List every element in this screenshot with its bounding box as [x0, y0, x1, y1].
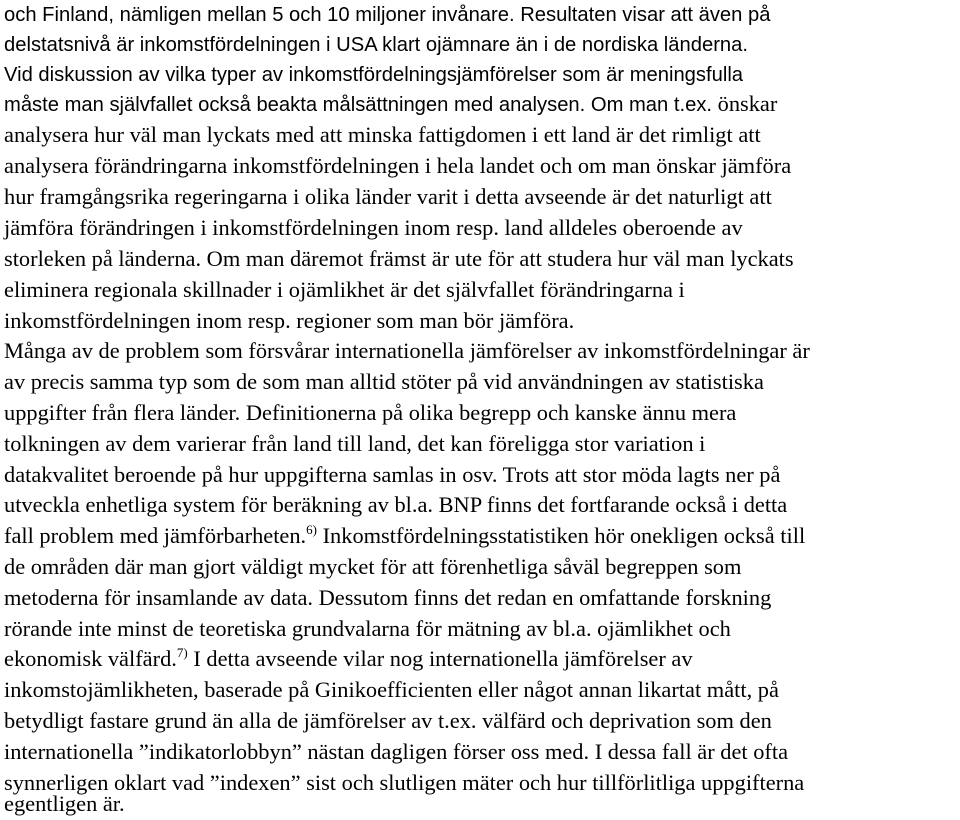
text-line: analysera hur väl man lyckats med att minska fattigdomen i ett land är det rimligt att: [4, 122, 761, 147]
footnote-marker: 7): [176, 645, 188, 660]
text-line: egentligen är.: [4, 791, 125, 816]
text-line: inkomstfördelningen inom resp. regioner som man bör jämföra.: [4, 308, 575, 333]
text-run: Om man däremot främst är ute för att studera hur väl man lyckats: [201, 246, 794, 271]
text-line: utveckla enhetliga system för beräkning av bl.a. BNP finns det fortfarande också i detta: [4, 492, 788, 517]
text-run: uppgifter från flera länder.: [4, 400, 241, 425]
text-line: analysera förändringarna inkomstfördelningen i hela landet och om man önskar jämföra: [4, 153, 792, 178]
text-line: de områden där man gjort väldigt mycket för att förenhetliga såväl begreppen som: [4, 554, 742, 579]
text-line: [4, 89, 777, 119]
text-line: datakvalitet beroende på hur uppgifterna samlas in osv. Trots att stor möda lagts ner på: [4, 462, 781, 487]
text-run: fall problem med jämförbarheten.: [4, 523, 307, 548]
text-run: önskar: [712, 91, 778, 116]
text-line: [4, 398, 736, 428]
text-run: Definitionerna på olika begrepp och kanske ännu mera: [240, 400, 737, 425]
text-line: betydligt fastare grund än alla de jämförelser av t.ex. välfärd och deprivation som den: [4, 708, 772, 733]
text-run: I detta avseende vilar nog internationella jämförelser av: [187, 646, 693, 671]
text-run: storleken på länderna.: [4, 246, 202, 271]
text-line: jämföra förändringen i inkomstfördelningen inom resp. land alldeles oberoende av: [4, 215, 743, 240]
text-line: och Finland, nämligen mellan 5 och 10 miljoner invånare. Resultaten visar att även på: [4, 4, 771, 26]
text-line: delstatsnivå är inkomstfördelningen i USA klart ojämnare än i de nordiska länderna.: [4, 34, 748, 56]
text-line: [4, 244, 794, 274]
text-line: internationella ”indikatorlobbyn” nästan dagligen förser oss med. I dessa fall är det ofta: [4, 739, 789, 764]
text-line: av precis samma typ som de som man alltid stöter på vid användningen av statistiska: [4, 369, 764, 394]
text-line: Vid diskussion av vilka typer av inkomstfördelningsjämförelser som är meningsfulla: [4, 64, 744, 86]
text-line: inkomstojämlikheten, baserade på Ginikoefficienten eller något annan likartat mått, på: [4, 677, 779, 702]
text-line: synnerligen oklart vad ”indexen” sist och slutligen mäter och hur tillförlitliga uppgifterna: [4, 770, 805, 795]
text-line: metoderna för insamlande av data. Dessutom finns det redan en omfattande forskning: [4, 585, 772, 610]
text-line: [4, 521, 805, 551]
text-line: eliminera regionala skillnader i ojämlikhet är det självfallet förändringarna i: [4, 277, 685, 302]
text-line: rörande inte minst de teoretiska grundvalarna för mätning av bl.a. ojämlikhet och: [4, 616, 731, 641]
text-line: [4, 644, 693, 674]
text-line: hur framgångsrika regeringarna i olika länder varit i detta avseende är det naturligt att: [4, 184, 772, 209]
footnote-marker: 6): [306, 522, 317, 537]
text-run: Inkomstfördelningsstatistiken hör onekligen också till: [317, 523, 806, 548]
text-line: tolkningen av dem varierar från land till land, det kan föreligga stor variation i: [4, 431, 706, 456]
text-run: måste man självfallet också beakta målsättningen med analysen. Om man t.ex.: [4, 94, 713, 116]
text-line: Många av de problem som försvårar internationella jämförelser av inkomstfördelningar är: [4, 338, 810, 363]
text-run: ekonomisk välfärd.: [4, 646, 177, 671]
